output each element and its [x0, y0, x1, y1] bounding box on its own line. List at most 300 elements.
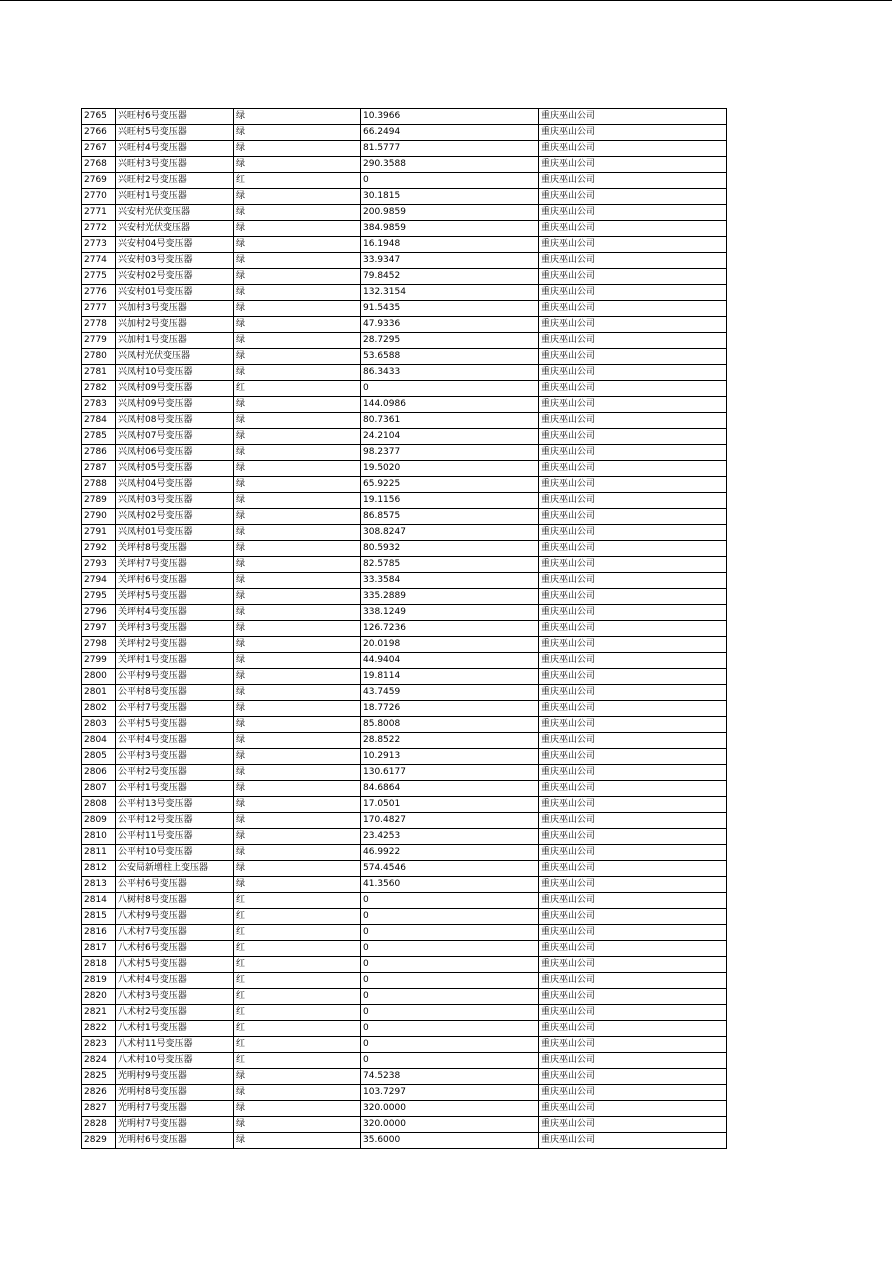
row-id-cell: 2771	[82, 205, 116, 221]
value-cell: 384.9859	[361, 221, 539, 237]
value-cell: 574.4546	[361, 861, 539, 877]
company-cell: 重庆巫山公司	[539, 397, 727, 413]
status-cell: 绿	[234, 221, 361, 237]
row-id-cell: 2772	[82, 221, 116, 237]
company-cell: 重庆巫山公司	[539, 845, 727, 861]
value-cell: 23.4253	[361, 829, 539, 845]
table-row	[82, 653, 727, 669]
table-row	[82, 573, 727, 589]
company-cell: 重庆巫山公司	[539, 957, 727, 973]
company-cell: 重庆巫山公司	[539, 1101, 727, 1117]
company-cell: 重庆巫山公司	[539, 717, 727, 733]
company-cell: 重庆巫山公司	[539, 909, 727, 925]
transformer-name-cell: 兴凤村09号变压器	[116, 381, 234, 397]
status-cell: 绿	[234, 877, 361, 893]
value-cell: 74.5238	[361, 1069, 539, 1085]
row-id-cell: 2796	[82, 605, 116, 621]
value-cell: 35.6000	[361, 1133, 539, 1149]
company-cell: 重庆巫山公司	[539, 1005, 727, 1021]
status-cell: 绿	[234, 733, 361, 749]
company-cell: 重庆巫山公司	[539, 749, 727, 765]
row-id-cell: 2814	[82, 893, 116, 909]
transformer-name-cell: 兴安村03号变压器	[116, 253, 234, 269]
table-row	[82, 381, 727, 397]
transformer-name-cell: 兴旺村6号变压器	[116, 109, 234, 125]
company-cell: 重庆巫山公司	[539, 541, 727, 557]
table-row	[82, 1005, 727, 1021]
table-row	[82, 237, 727, 253]
value-cell: 103.7297	[361, 1085, 539, 1101]
table-row	[82, 397, 727, 413]
transformer-name-cell: 兴旺村2号变压器	[116, 173, 234, 189]
company-cell: 重庆巫山公司	[539, 1085, 727, 1101]
transformer-name-cell: 八术村3号变压器	[116, 989, 234, 1005]
company-cell: 重庆巫山公司	[539, 141, 727, 157]
status-cell: 绿	[234, 813, 361, 829]
row-id-cell: 2781	[82, 365, 116, 381]
value-cell: 0	[361, 173, 539, 189]
top-rule	[0, 0, 892, 1]
company-cell: 重庆巫山公司	[539, 925, 727, 941]
row-id-cell: 2767	[82, 141, 116, 157]
value-cell: 33.9347	[361, 253, 539, 269]
status-cell: 红	[234, 1053, 361, 1069]
table-row	[82, 941, 727, 957]
transformer-name-cell: 兴凤村06号变压器	[116, 445, 234, 461]
table-row	[82, 157, 727, 173]
row-id-cell: 2789	[82, 493, 116, 509]
table-row	[82, 285, 727, 301]
table-row	[82, 1085, 727, 1101]
row-id-cell: 2822	[82, 1021, 116, 1037]
transformer-name-cell: 兴凤村03号变压器	[116, 493, 234, 509]
row-id-cell: 2775	[82, 269, 116, 285]
table-row	[82, 989, 727, 1005]
transformer-name-cell: 八术村5号变压器	[116, 957, 234, 973]
status-cell: 绿	[234, 669, 361, 685]
transformer-name-cell: 八术村6号变压器	[116, 941, 234, 957]
status-cell: 绿	[234, 509, 361, 525]
row-id-cell: 2816	[82, 925, 116, 941]
company-cell: 重庆巫山公司	[539, 1053, 727, 1069]
company-cell: 重庆巫山公司	[539, 461, 727, 477]
status-cell: 绿	[234, 1085, 361, 1101]
transformer-name-cell: 光明村6号变压器	[116, 1133, 234, 1149]
transformer-name-cell: 兴凤村10号变压器	[116, 365, 234, 381]
company-cell: 重庆巫山公司	[539, 781, 727, 797]
row-id-cell: 2793	[82, 557, 116, 573]
company-cell: 重庆巫山公司	[539, 157, 727, 173]
table-row	[82, 509, 727, 525]
table-row	[82, 493, 727, 509]
company-cell: 重庆巫山公司	[539, 861, 727, 877]
transformer-name-cell: 关坪村6号变压器	[116, 573, 234, 589]
table-row	[82, 797, 727, 813]
status-cell: 绿	[234, 605, 361, 621]
company-cell: 重庆巫山公司	[539, 525, 727, 541]
row-id-cell: 2779	[82, 333, 116, 349]
company-cell: 重庆巫山公司	[539, 557, 727, 573]
value-cell: 19.8114	[361, 669, 539, 685]
company-cell: 重庆巫山公司	[539, 589, 727, 605]
transformer-name-cell: 关坪村8号变压器	[116, 541, 234, 557]
row-id-cell: 2799	[82, 653, 116, 669]
row-id-cell: 2804	[82, 733, 116, 749]
value-cell: 0	[361, 893, 539, 909]
row-id-cell: 2812	[82, 861, 116, 877]
table-row	[82, 1117, 727, 1133]
company-cell: 重庆巫山公司	[539, 301, 727, 317]
transformer-name-cell: 光明村8号变压器	[116, 1085, 234, 1101]
company-cell: 重庆巫山公司	[539, 109, 727, 125]
row-id-cell: 2794	[82, 573, 116, 589]
transformer-name-cell: 兴旺村5号变压器	[116, 125, 234, 141]
company-cell: 重庆巫山公司	[539, 1133, 727, 1149]
table-row	[82, 589, 727, 605]
status-cell: 绿	[234, 365, 361, 381]
company-cell: 重庆巫山公司	[539, 973, 727, 989]
transformer-name-cell: 八术村1号变压器	[116, 1021, 234, 1037]
value-cell: 338.1249	[361, 605, 539, 621]
status-cell: 绿	[234, 781, 361, 797]
value-cell: 17.0501	[361, 797, 539, 813]
company-cell: 重庆巫山公司	[539, 413, 727, 429]
value-cell: 41.3560	[361, 877, 539, 893]
row-id-cell: 2783	[82, 397, 116, 413]
transformer-name-cell: 公平村11号变压器	[116, 829, 234, 845]
table-row	[82, 525, 727, 541]
table-row	[82, 141, 727, 157]
row-id-cell: 2803	[82, 717, 116, 733]
value-cell: 28.7295	[361, 333, 539, 349]
table-row	[82, 765, 727, 781]
value-cell: 20.0198	[361, 637, 539, 653]
transformer-name-cell: 八术村10号变压器	[116, 1053, 234, 1069]
transformer-name-cell: 公平村2号变压器	[116, 765, 234, 781]
status-cell: 红	[234, 941, 361, 957]
value-cell: 10.2913	[361, 749, 539, 765]
value-cell: 91.5435	[361, 301, 539, 317]
transformer-name-cell: 关坪村3号变压器	[116, 621, 234, 637]
status-cell: 绿	[234, 829, 361, 845]
row-id-cell: 2785	[82, 429, 116, 445]
transformer-name-cell: 关坪村4号变压器	[116, 605, 234, 621]
status-cell: 绿	[234, 573, 361, 589]
row-id-cell: 2784	[82, 413, 116, 429]
company-cell: 重庆巫山公司	[539, 429, 727, 445]
table-row	[82, 1053, 727, 1069]
status-cell: 红	[234, 893, 361, 909]
row-id-cell: 2778	[82, 317, 116, 333]
value-cell: 18.7726	[361, 701, 539, 717]
status-cell: 绿	[234, 653, 361, 669]
value-cell: 0	[361, 925, 539, 941]
value-cell: 81.5777	[361, 141, 539, 157]
status-cell: 绿	[234, 717, 361, 733]
transformer-name-cell: 兴安村光伏变压器	[116, 205, 234, 221]
transformer-name-cell: 八术村7号变压器	[116, 925, 234, 941]
value-cell: 24.2104	[361, 429, 539, 445]
value-cell: 79.8452	[361, 269, 539, 285]
status-cell: 绿	[234, 589, 361, 605]
row-id-cell: 2769	[82, 173, 116, 189]
company-cell: 重庆巫山公司	[539, 941, 727, 957]
transformer-name-cell: 公平村12号变压器	[116, 813, 234, 829]
table-row	[82, 973, 727, 989]
company-cell: 重庆巫山公司	[539, 125, 727, 141]
value-cell: 28.8522	[361, 733, 539, 749]
status-cell: 红	[234, 1037, 361, 1053]
company-cell: 重庆巫山公司	[539, 573, 727, 589]
transformer-name-cell: 关坪村5号变压器	[116, 589, 234, 605]
status-cell: 绿	[234, 749, 361, 765]
row-id-cell: 2820	[82, 989, 116, 1005]
transformer-name-cell: 兴凤村02号变压器	[116, 509, 234, 525]
value-cell: 86.3433	[361, 365, 539, 381]
row-id-cell: 2786	[82, 445, 116, 461]
table-row	[82, 189, 727, 205]
table-row	[82, 893, 727, 909]
value-cell: 200.9859	[361, 205, 539, 221]
table-row	[82, 541, 727, 557]
company-cell: 重庆巫山公司	[539, 1117, 727, 1133]
transformer-name-cell: 兴旺村1号变压器	[116, 189, 234, 205]
table-row	[82, 477, 727, 493]
status-cell: 绿	[234, 109, 361, 125]
table-row	[82, 861, 727, 877]
transformer-name-cell: 兴安村光伏变压器	[116, 221, 234, 237]
status-cell: 绿	[234, 125, 361, 141]
value-cell: 10.3966	[361, 109, 539, 125]
company-cell: 重庆巫山公司	[539, 381, 727, 397]
status-cell: 红	[234, 173, 361, 189]
row-id-cell: 2773	[82, 237, 116, 253]
status-cell: 绿	[234, 301, 361, 317]
row-id-cell: 2801	[82, 685, 116, 701]
table-row	[82, 301, 727, 317]
table-row	[82, 221, 727, 237]
status-cell: 绿	[234, 525, 361, 541]
company-cell: 重庆巫山公司	[539, 333, 727, 349]
status-cell: 红	[234, 1005, 361, 1021]
table-row	[82, 669, 727, 685]
status-cell: 绿	[234, 189, 361, 205]
company-cell: 重庆巫山公司	[539, 269, 727, 285]
company-cell: 重庆巫山公司	[539, 637, 727, 653]
value-cell: 80.5932	[361, 541, 539, 557]
status-cell: 红	[234, 973, 361, 989]
table-row	[82, 205, 727, 221]
row-id-cell: 2780	[82, 349, 116, 365]
transformer-name-cell: 兴安村04号变压器	[116, 237, 234, 253]
company-cell: 重庆巫山公司	[539, 893, 727, 909]
row-id-cell: 2787	[82, 461, 116, 477]
transformer-name-cell: 八树村8号变压器	[116, 893, 234, 909]
value-cell: 0	[361, 381, 539, 397]
status-cell: 绿	[234, 237, 361, 253]
value-cell: 0	[361, 973, 539, 989]
value-cell: 43.7459	[361, 685, 539, 701]
row-id-cell: 2798	[82, 637, 116, 653]
table-row	[82, 829, 727, 845]
company-cell: 重庆巫山公司	[539, 685, 727, 701]
row-id-cell: 2821	[82, 1005, 116, 1021]
row-id-cell: 2818	[82, 957, 116, 973]
company-cell: 重庆巫山公司	[539, 221, 727, 237]
transformer-name-cell: 光明村9号变压器	[116, 1069, 234, 1085]
table-row	[82, 685, 727, 701]
status-cell: 红	[234, 957, 361, 973]
table-row	[82, 845, 727, 861]
transformer-name-cell: 兴凤村09号变压器	[116, 397, 234, 413]
status-cell: 绿	[234, 413, 361, 429]
company-cell: 重庆巫山公司	[539, 877, 727, 893]
company-cell: 重庆巫山公司	[539, 237, 727, 253]
table-row	[82, 333, 727, 349]
transformer-name-cell: 兴加村1号变压器	[116, 333, 234, 349]
row-id-cell: 2819	[82, 973, 116, 989]
table-row	[82, 813, 727, 829]
company-cell: 重庆巫山公司	[539, 445, 727, 461]
row-id-cell: 2808	[82, 797, 116, 813]
company-cell: 重庆巫山公司	[539, 989, 727, 1005]
company-cell: 重庆巫山公司	[539, 605, 727, 621]
transformer-name-cell: 公平村3号变压器	[116, 749, 234, 765]
company-cell: 重庆巫山公司	[539, 1037, 727, 1053]
table-row	[82, 1037, 727, 1053]
status-cell: 绿	[234, 541, 361, 557]
transformer-name-cell: 兴加村2号变压器	[116, 317, 234, 333]
value-cell: 170.4827	[361, 813, 539, 829]
transformer-name-cell: 兴安村02号变压器	[116, 269, 234, 285]
status-cell: 红	[234, 925, 361, 941]
table-row	[82, 461, 727, 477]
status-cell: 红	[234, 1021, 361, 1037]
company-cell: 重庆巫山公司	[539, 317, 727, 333]
status-cell: 绿	[234, 765, 361, 781]
status-cell: 绿	[234, 1069, 361, 1085]
status-cell: 绿	[234, 557, 361, 573]
value-cell: 66.2494	[361, 125, 539, 141]
transformer-name-cell: 关坪村1号变压器	[116, 653, 234, 669]
company-cell: 重庆巫山公司	[539, 669, 727, 685]
transformer-name-cell: 八术村11号变压器	[116, 1037, 234, 1053]
table-row	[82, 605, 727, 621]
row-id-cell: 2806	[82, 765, 116, 781]
status-cell: 绿	[234, 285, 361, 301]
table-row	[82, 749, 727, 765]
row-id-cell: 2802	[82, 701, 116, 717]
transformer-name-cell: 兴凤村01号变压器	[116, 525, 234, 541]
value-cell: 65.9225	[361, 477, 539, 493]
status-cell: 绿	[234, 477, 361, 493]
transformer-name-cell: 兴凤村07号变压器	[116, 429, 234, 445]
value-cell: 0	[361, 1005, 539, 1021]
row-id-cell: 2810	[82, 829, 116, 845]
transformer-name-cell: 公平村10号变压器	[116, 845, 234, 861]
transformer-name-cell: 兴凤村05号变压器	[116, 461, 234, 477]
row-id-cell: 2795	[82, 589, 116, 605]
status-cell: 绿	[234, 157, 361, 173]
row-id-cell: 2827	[82, 1101, 116, 1117]
table-row	[82, 557, 727, 573]
transformer-name-cell: 关坪村7号变压器	[116, 557, 234, 573]
row-id-cell: 2792	[82, 541, 116, 557]
company-cell: 重庆巫山公司	[539, 365, 727, 381]
transformer-name-cell: 八术村2号变压器	[116, 1005, 234, 1021]
transformer-name-cell: 光明村7号变压器	[116, 1101, 234, 1117]
company-cell: 重庆巫山公司	[539, 653, 727, 669]
status-cell: 绿	[234, 861, 361, 877]
table-row	[82, 717, 727, 733]
value-cell: 0	[361, 989, 539, 1005]
value-cell: 0	[361, 1037, 539, 1053]
transformer-name-cell: 兴凤村光伏变压器	[116, 349, 234, 365]
company-cell: 重庆巫山公司	[539, 765, 727, 781]
row-id-cell: 2825	[82, 1069, 116, 1085]
row-id-cell: 2774	[82, 253, 116, 269]
status-cell: 红	[234, 989, 361, 1005]
value-cell: 98.2377	[361, 445, 539, 461]
status-cell: 绿	[234, 1133, 361, 1149]
value-cell: 30.1815	[361, 189, 539, 205]
row-id-cell: 2815	[82, 909, 116, 925]
transformer-name-cell: 公平村7号变压器	[116, 701, 234, 717]
value-cell: 85.8008	[361, 717, 539, 733]
status-cell: 绿	[234, 845, 361, 861]
row-id-cell: 2800	[82, 669, 116, 685]
transformer-name-cell: 兴加村3号变压器	[116, 301, 234, 317]
company-cell: 重庆巫山公司	[539, 349, 727, 365]
table-row	[82, 173, 727, 189]
table-body	[82, 109, 727, 1149]
status-cell: 绿	[234, 637, 361, 653]
table-row	[82, 909, 727, 925]
value-cell: 44.9404	[361, 653, 539, 669]
transformer-name-cell: 公平村4号变压器	[116, 733, 234, 749]
status-cell: 绿	[234, 333, 361, 349]
value-cell: 320.0000	[361, 1101, 539, 1117]
transformer-name-cell: 八术村4号变压器	[116, 973, 234, 989]
row-id-cell: 2776	[82, 285, 116, 301]
row-id-cell: 2766	[82, 125, 116, 141]
row-id-cell: 2768	[82, 157, 116, 173]
transformer-name-cell: 兴凤村04号变压器	[116, 477, 234, 493]
transformer-name-cell: 公平村5号变压器	[116, 717, 234, 733]
company-cell: 重庆巫山公司	[539, 205, 727, 221]
table-row	[82, 701, 727, 717]
company-cell: 重庆巫山公司	[539, 1069, 727, 1085]
table-row	[82, 349, 727, 365]
table-row	[82, 957, 727, 973]
value-cell: 0	[361, 1021, 539, 1037]
value-cell: 47.9336	[361, 317, 539, 333]
table-row	[82, 637, 727, 653]
table-row	[82, 925, 727, 941]
row-id-cell: 2826	[82, 1085, 116, 1101]
row-id-cell: 2811	[82, 845, 116, 861]
status-cell: 绿	[234, 205, 361, 221]
company-cell: 重庆巫山公司	[539, 189, 727, 205]
company-cell: 重庆巫山公司	[539, 1021, 727, 1037]
row-id-cell: 2777	[82, 301, 116, 317]
status-cell: 绿	[234, 1101, 361, 1117]
status-cell: 绿	[234, 253, 361, 269]
value-cell: 19.1156	[361, 493, 539, 509]
value-cell: 82.5785	[361, 557, 539, 573]
value-cell: 0	[361, 957, 539, 973]
company-cell: 重庆巫山公司	[539, 509, 727, 525]
